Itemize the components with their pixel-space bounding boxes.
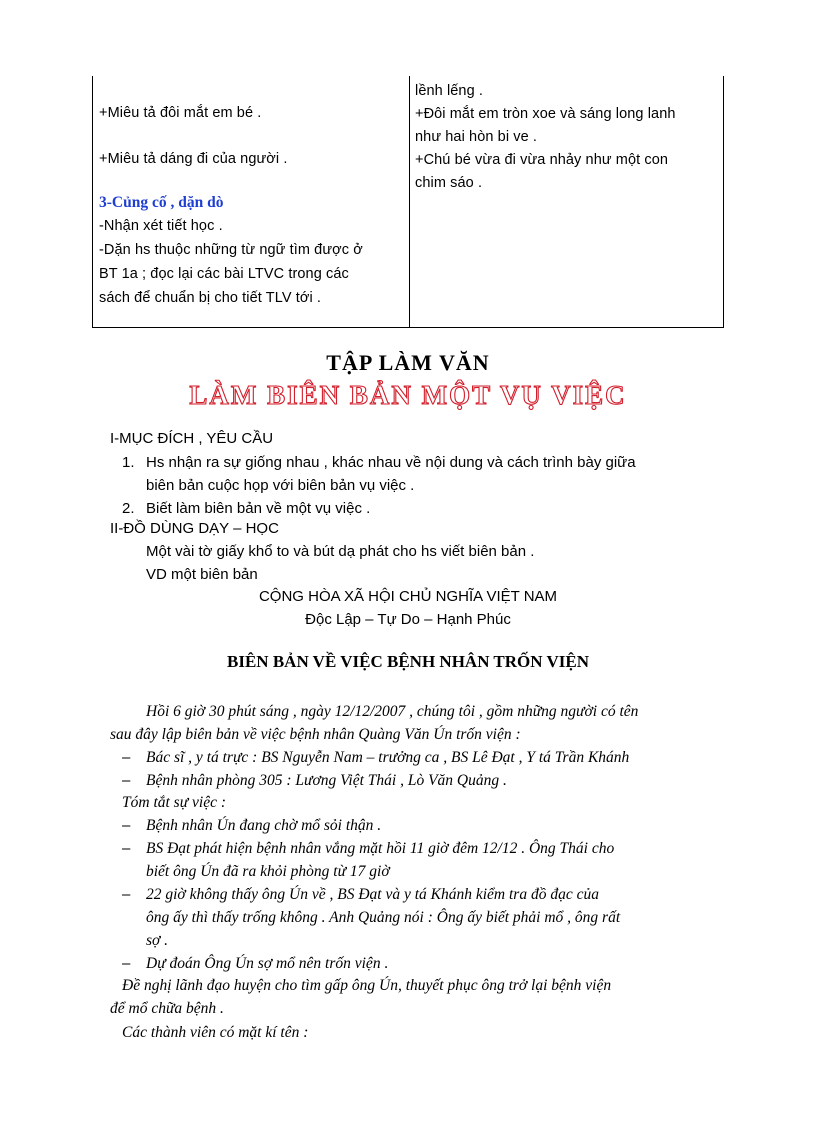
table-right-line: chim sáo . [415,175,483,191]
table-left-line: +Miêu tả đôi mắt em bé . [99,105,262,121]
summary-line: sợ . [146,932,169,949]
lesson-subtitle: LÀM BIÊN BẢN MỘT VỤ VIỆC [189,380,627,410]
summary-line: BS Đạt phát hiện bệnh nhân vắng mặt hồi 11 giờ đêm 12/12 . Ông Thái cho [146,840,615,857]
summary-line: 22 giờ không thấy ông Ún về , BS Đạt và y tá Khánh kiểm tra đồ đạc của [146,886,599,903]
report-intro-line: Hồi 6 giờ 30 phút sáng , ngày 12/12/2007 , chúng tôi , gồm những người có tên [146,703,639,720]
table-left-line: -Nhận xét tiết học . [99,218,223,234]
table-left-line: BT 1a ; đọc lại các bài LTVC trong các [99,266,349,282]
national-motto: CỘNG HÒA XÃ HỘI CHỦ NGHĨA VIỆT NAM [258,588,558,605]
list-item: biên bản cuộc họp với biên bản vụ việc . [146,477,415,494]
proposal-line: để mổ chữa bệnh . [110,1000,224,1017]
signers-line: Các thành viên có mặt kí tên : [122,1024,309,1041]
list-item: Hs nhận ra sự giống nhau , khác nhau về nội dung và cách trình bày giữa [146,454,636,471]
report-title: BIÊN BẢN VỀ VIỆC BỆNH NHÂN TRỐN VIỆN [227,652,589,671]
section-heading-materials: II-ĐỒ DÙNG DẠY – HỌC [110,520,279,537]
summary-line: biết ông Ún đã ra khỏi phòng từ 17 giờ [146,863,390,880]
lesson-title: TẬP LÀM VĂN [326,350,490,375]
lesson-table [92,76,724,328]
list-number: 1. [122,454,135,471]
materials-line: Một vài tờ giấy khổ to và bút dạ phát cho hs viết biên bản . [146,543,535,560]
summary-heading: Tóm tắt sự việc : [122,794,227,811]
section-heading-review: 3-Củng cố , dặn dò [99,194,224,211]
bullet-dash: – [122,772,131,789]
section-heading-objectives: I-MỤC ĐÍCH , YÊU CẦU [110,430,274,447]
table-column-divider [409,76,410,327]
summary-line: ông ấy thì thấy trống không . Anh Quảng nói : Ông ấy biết phải mổ , ông rất [146,909,621,926]
bullet-dash: – [122,817,131,834]
summary-line: Bệnh nhân Ún đang chờ mổ sỏi thận . [146,817,382,834]
list-item: Biết làm biên bản về một vụ việc . [146,500,371,517]
national-slogan: Độc Lập – Tự Do – Hạnh Phúc [305,611,511,628]
report-person-line: Bệnh nhân phòng 305 : Lương Việt Thái , Lò Văn Quảng . [146,772,507,789]
list-number: 2. [122,500,135,517]
table-right-line: +Đôi mắt em tròn xoe và sáng long lanh [415,106,676,122]
table-left-line: +Miêu tả dáng đi của người . [99,151,288,167]
table-right-line: lềnh lếng . [415,83,484,99]
table-left-line: sách để chuẩn bị cho tiết TLV tới . [99,290,322,306]
summary-line: Dự đoán Ông Ún sợ mổ nên trốn viện . [146,955,389,972]
report-intro-line: sau đây lập biên bản về việc bệnh nhân Quàng Văn Ún trốn viện : [110,726,521,743]
report-person-line: Bác sĩ , y tá trực : BS Nguyễn Nam – trưởng ca , BS Lê Đạt , Y tá Trần Khánh [146,749,630,766]
table-right-line: như hai hòn bi ve . [415,129,538,145]
proposal-line: Đề nghị lãnh đạo huyện cho tìm gấp ông Ún, thuyết phục ông trở lại bệnh viện [122,977,612,994]
bullet-dash: – [122,955,131,972]
bullet-dash: – [122,840,131,857]
table-right-line: +Chú bé vừa đi vừa nhảy như một con [415,152,669,168]
bullet-dash: – [122,886,131,903]
materials-line: VD một biên bản [146,566,258,583]
table-left-line: -Dặn hs thuộc những từ ngữ tìm được ở [99,242,363,258]
bullet-dash: – [122,749,131,766]
